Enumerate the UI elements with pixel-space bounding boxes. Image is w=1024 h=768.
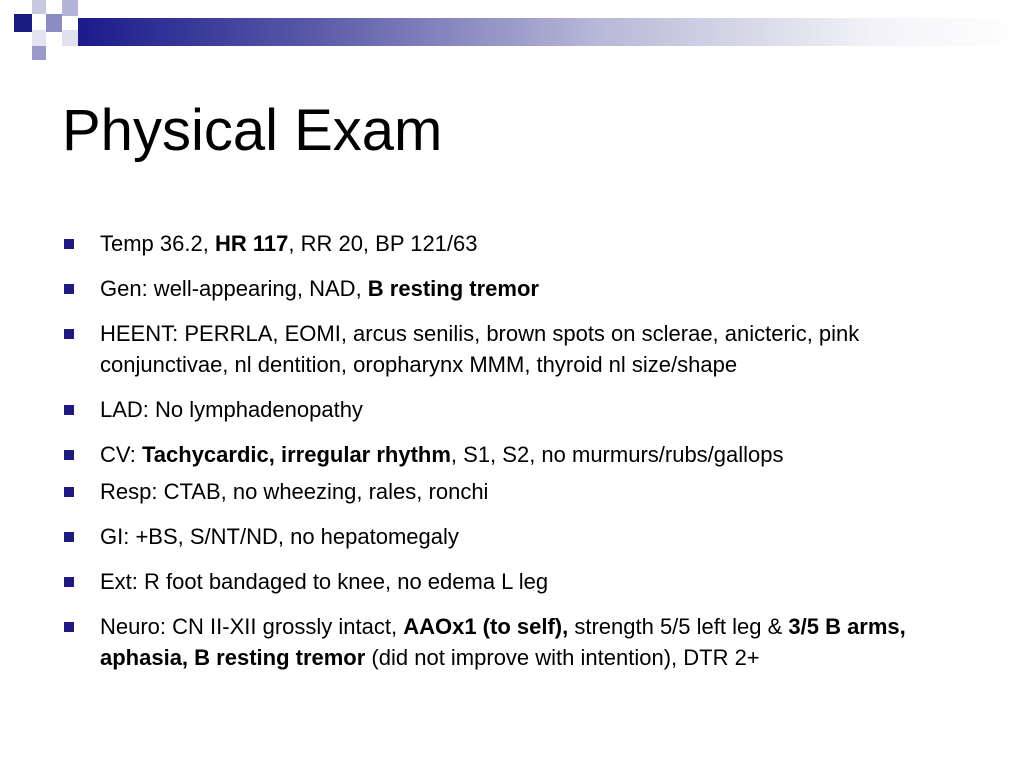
bullet-marker-icon: [64, 622, 74, 632]
bullet-item: [62, 566, 982, 597]
bullet-text: Neuro: CN II-XII grossly intact,: [100, 614, 404, 639]
deco-square: [46, 14, 62, 32]
deco-square: [32, 0, 46, 14]
deco-square: [32, 46, 46, 60]
bullet-item: [62, 228, 982, 259]
bullet-bold-text: 3/5 B arms, aphasia, B resting tremor: [100, 614, 906, 670]
bullet-marker-icon: [64, 577, 74, 587]
bullet-text: strength 5/5 left leg &: [568, 614, 789, 639]
bullet-text: Gen: well-appearing, NAD,: [100, 276, 368, 301]
bullet-list: [62, 228, 982, 673]
bullet-marker-icon: [64, 284, 74, 294]
deco-square: [62, 30, 78, 46]
bullet-text: , RR 20, BP 121/63: [288, 231, 478, 256]
bullet-text: HEENT: PERRLA, EOMI, arcus senilis, brown spots on sclerae, anicteric, pink conjunctivae, nl dentition, oropharynx MMM, thyroid nl size/shape: [100, 321, 860, 377]
bullet-marker-icon: [64, 405, 74, 415]
bullet-bold-text: AAOx1 (to self),: [403, 614, 569, 639]
bullet-text: Temp 36.2,: [100, 231, 215, 256]
bullet-marker-icon: [64, 239, 74, 249]
bullet-bold-text: B resting tremor: [367, 276, 539, 301]
bullet-item: [62, 521, 982, 552]
bullet-bold-text: Tachycardic, irregular rhythm: [141, 442, 451, 467]
bullet-text: LAD: No lymphadenopathy: [100, 397, 363, 422]
bullet-marker-icon: [64, 487, 74, 497]
bullet-text: (did not improve with intention), DTR 2+: [365, 645, 760, 670]
deco-square: [14, 14, 32, 32]
slide-title: Physical Exam: [62, 98, 443, 163]
bullet-text: CV:: [100, 442, 142, 467]
bullet-item: [62, 394, 982, 425]
header-decoration: [0, 0, 1024, 62]
deco-square: [32, 30, 46, 46]
bullet-text: Ext: R foot bandaged to knee, no edema L leg: [100, 569, 549, 594]
bullet-text: , S1, S2, no murmurs/rubs/gallops: [450, 442, 784, 467]
deco-square: [16, 32, 32, 46]
bullet-item: [62, 439, 982, 470]
bullet-item: [62, 318, 982, 380]
bullet-text: GI: +BS, S/NT/ND, no hepatomegaly: [100, 524, 459, 549]
bullet-marker-icon: [64, 532, 74, 542]
bullet-marker-icon: [64, 450, 74, 460]
bullet-bold-text: HR 117: [214, 231, 289, 256]
bullet-marker-icon: [64, 329, 74, 339]
bullet-text: Resp: CTAB, no wheezing, rales, ronchi: [100, 479, 489, 504]
deco-square: [62, 0, 78, 16]
bullet-item: [62, 273, 982, 304]
bullet-item: [62, 476, 982, 507]
bullet-item: [62, 611, 982, 673]
gradient-bar: [78, 18, 1024, 46]
